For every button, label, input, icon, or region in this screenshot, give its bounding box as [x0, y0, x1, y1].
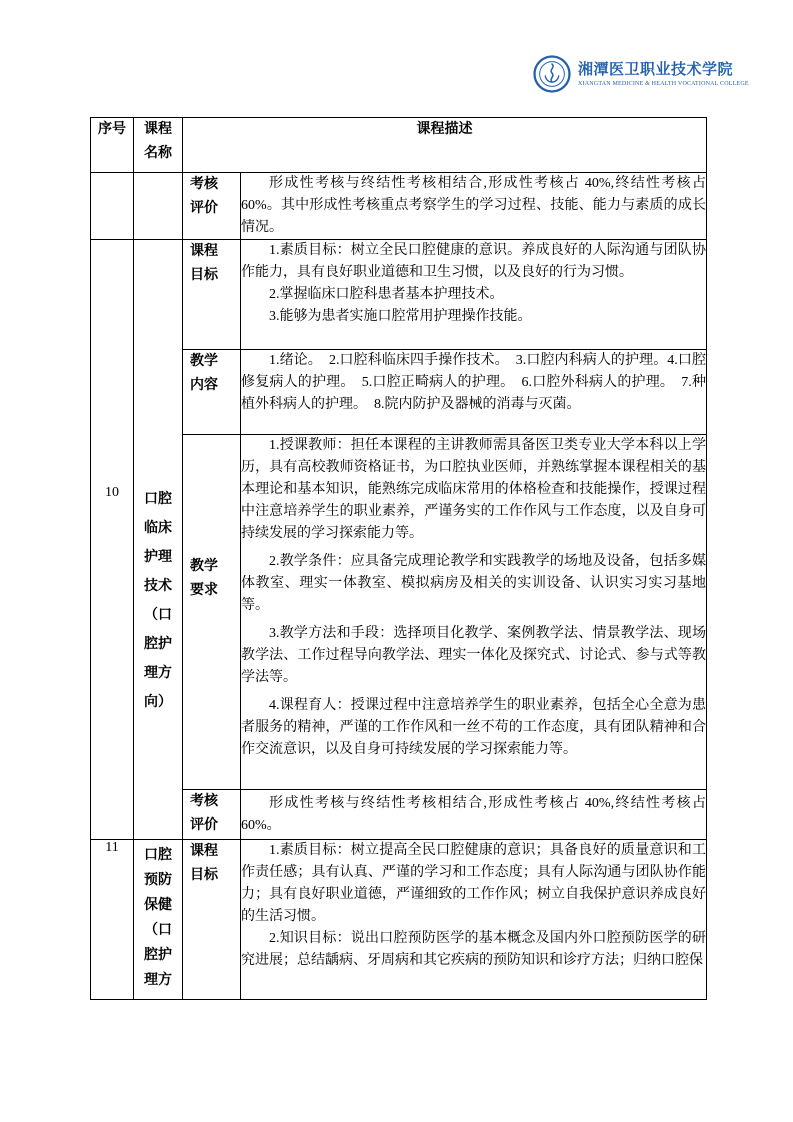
paragraph: 1.素质目标：树立提高全民口腔健康的意识；具备良好的质量意识和工作责任感；具有认真、严谨的学习和工作态度；具有人际沟通与团队协作能力；具有良好职业道德，严谨细致的工作作风；树立自我保护意识养成良好的生活习惯。 [241, 843, 706, 924]
course10-requirements-content [241, 435, 707, 790]
label-assessment-text: 考核评价 [190, 177, 218, 216]
header-course-name-cell [134, 118, 183, 173]
table-header-row [91, 118, 707, 173]
row-course10-objectives [91, 240, 707, 350]
carryover-assessment-content [241, 173, 707, 240]
paragraph: 1.授课教师：担任本课程的主讲教师需具备医卫类专业大学本科以上学历，具有高校教师资格证书，为口腔执业医师，并熟练掌握本课程相关的基本理论和基本知识，能熟练完成临床常用的体格检查和技能操作，授课过程中注意培养学生的职业素养，严谨务实的工作作风与工作态度，以及自身可持续发展的学习探索能力等。 [241, 438, 706, 541]
course10-seq: 10 [91, 240, 134, 840]
course10-name: 口腔临床护理技术（口腔护理方向） [144, 492, 172, 710]
paragraph: 4.课程育人：授课过程中注意培养学生的职业素养，包括全心全意为患者服务的精神，严谨的工作作风和一丝不苟的工作态度，具有团队精神和合作交流意识，以及自身可持续发展的学习探索能力等。 [241, 698, 706, 757]
label-objectives-text: 课程目标 [190, 244, 218, 283]
label-assessment [183, 173, 241, 240]
row-course10-assessment [91, 790, 707, 840]
label-assessment-text: 考核评价 [190, 794, 218, 833]
paragraph: 1.素质目标：树立全民口腔健康的意识。养成良好的人际沟通与团队协作能力，具有良好职业道德和卫生习惯，以及良好的行为习惯。 [241, 243, 706, 280]
course11-seq: 11 [91, 840, 134, 1000]
label-requirements [183, 435, 241, 790]
paragraph: 2.掌握临床口腔科患者基本护理技术。 [269, 287, 504, 302]
college-name-cn: 湘潭医卫职业技术学院 [578, 62, 734, 78]
label-objectives [183, 240, 241, 350]
paragraph: 3.教学方法和手段：选择项目化教学、案例教学法、情景教学法、现场教学法、工作过程导向教学法、理实一体化及探究式、讨论式、参与式等教学法等。 [241, 626, 706, 685]
course10-assessment-content [241, 790, 707, 840]
paragraph: 2.教学条件：应具备完成理论教学和实践教学的场地及设备，包括多媒体教室、理实一体教室、模拟病房及相关的实训设备、认识实习实习基地等。 [241, 554, 706, 613]
label-assessment [183, 790, 241, 840]
course11-name-cell [134, 840, 183, 1000]
course11-name: 口腔预防保健（口腔护理方 [144, 848, 172, 988]
carryover-name-cell [134, 173, 183, 240]
course-description-table [90, 117, 707, 1000]
label-content-text: 教学内容 [190, 354, 218, 393]
course10-name-cell [134, 240, 183, 840]
row-course10-requirements [91, 435, 707, 790]
row-course11-objectives [91, 840, 707, 1000]
carryover-seq-cell [91, 173, 134, 240]
course11-objectives-content [241, 840, 707, 1000]
row-course10-content [91, 350, 707, 435]
paragraph: 形成性考核与终结性考核相结合,形成性考核占 40%,终结性考核占 60%。其中形成性考核重点考察学生的学习过程、技能、能力与素质的成长情况。 [241, 176, 706, 235]
college-emblem-icon [533, 55, 571, 93]
paragraph: 2.知识目标：说出口腔预防医学的基本概念及国内外口腔预防医学的研究进展；总结龋病、牙周病和其它疾病的预防知识和诊疗方法；归纳口腔保 [241, 931, 706, 968]
course10-objectives-content [241, 240, 707, 350]
header-seq: 序号 [91, 118, 134, 173]
label-objectives-text: 课程目标 [190, 844, 218, 883]
header-course-name: 课程名称 [144, 122, 172, 161]
college-logo [533, 55, 749, 93]
course10-content-content [241, 350, 707, 435]
paragraph: 1.绪论。 2.口腔科临床四手操作技术。 3.口腔内科病人的护理。4.口腔修复病人的护理。 5.口腔正畸病人的护理。 6.口腔外科病人的护理。 7.种植外科病人的护理。 8.院内防护及器械的消毒与灭菌。 [241, 353, 706, 412]
college-name-en: XIANGTAN MEDICINE & HEALTH VOCATIONAL COLLEGE [578, 81, 749, 87]
header-course-desc: 课程描述 [183, 118, 707, 173]
label-requirements-text: 教学要求 [190, 559, 218, 598]
label-objectives [183, 840, 241, 1000]
row-carryover-assessment [91, 173, 707, 240]
college-name-block [578, 61, 749, 87]
paragraph: 形成性考核与终结性考核相结合,形成性考核占 40%,终结性考核占 60%。 [241, 795, 706, 833]
label-content [183, 350, 241, 435]
paragraph: 3.能够为患者实施口腔常用护理操作技能。 [269, 309, 532, 324]
